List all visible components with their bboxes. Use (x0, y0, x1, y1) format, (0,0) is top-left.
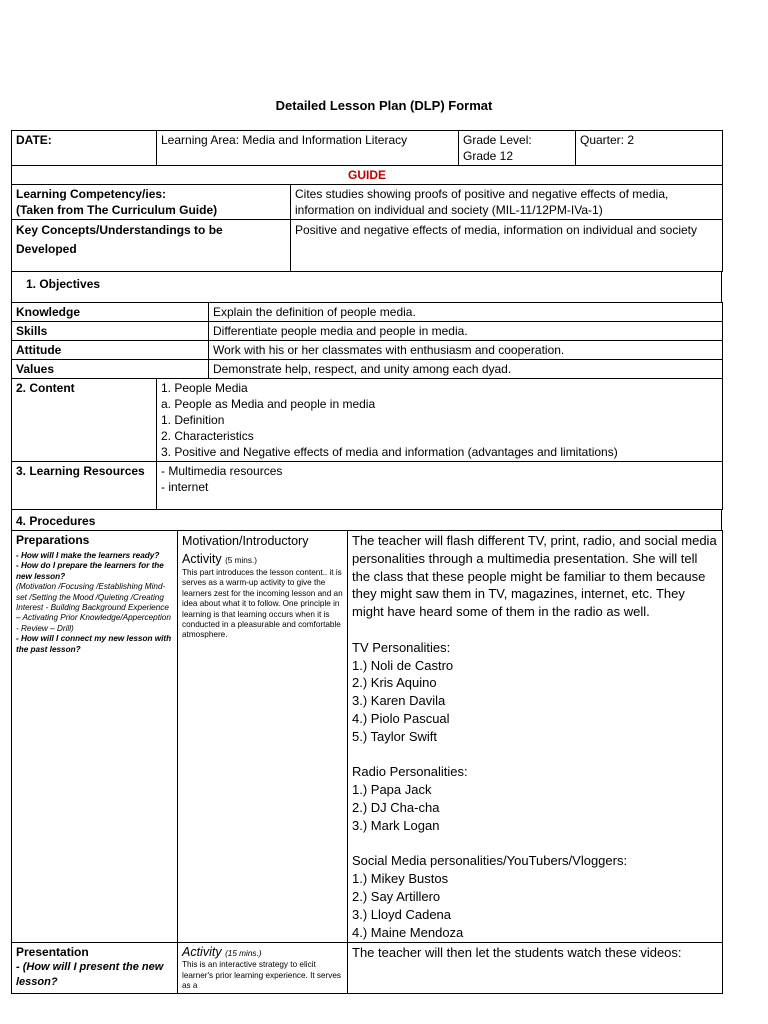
presentation-activity-desc: This is an interactive strategy to elicit learner's prior learning experience. It serves as a (182, 960, 342, 991)
key-concepts-label: Key Concepts/Understandings to be Developed (12, 220, 291, 272)
prep-question-ready: - How will I make the learners ready? (16, 551, 160, 560)
objective-value-knowledge: Explain the definition of people media. (209, 303, 723, 322)
radio-item: 3.) Mark Logan (352, 817, 440, 833)
grade-level-label: Grade Level: (463, 133, 532, 147)
resources-list (157, 462, 723, 510)
radio-heading: Radio Personalities: (352, 764, 468, 780)
prep-motivation-list: (Motivation /Focusing /Establishing Mind-set /Setting the Mood /Quieting /Creating Interest - Building Background Experience – Activating Prior Knowledge/Apperception - Review – Drill) (16, 582, 171, 633)
radio-item: 2.) DJ Cha-cha (352, 799, 440, 815)
content-label: 2. Content (12, 379, 157, 462)
objective-value-attitude: Work with his or her classmates with enthusiasm and cooperation. (209, 341, 723, 360)
procedures-heading: 4. Procedures (12, 510, 722, 531)
motivation-title-text: Motivation/Introductory Activity (182, 534, 309, 566)
presentation-activity-cell (178, 943, 348, 993)
competency-label (12, 185, 291, 220)
content-line: 1. People Media (161, 381, 248, 395)
presentation-content: The teacher will then let the students watch these videos: (348, 943, 723, 993)
tv-item: 1.) Noli de Castro (352, 657, 454, 673)
objective-label-attitude: Attitude (12, 341, 209, 360)
presentation-activity-time: (15 mins.) (225, 949, 262, 959)
grade-level-value: Grade 12 (463, 149, 514, 163)
date-label: DATE: (12, 131, 157, 166)
social-item: 4.) Maine Mendoza (352, 924, 464, 940)
resources-label: 3. Learning Resources (12, 462, 157, 510)
page-title: Detailed Lesson Plan (DLP) Format (275, 98, 493, 113)
tv-item: 3.) Karen Davila (352, 693, 446, 709)
lesson-plan (11, 130, 722, 994)
content-line: 3. Positive and Negative effects of media and information (advantages and limitations) (161, 445, 618, 459)
presentation-question: - (How will I present the new lesson? (16, 961, 164, 989)
motivation-content (348, 531, 723, 943)
competency-value: Cites studies showing proofs of positive and negative effects of media, information on individual and society (MIL-11/12PM-IVa-1) (291, 185, 723, 220)
grade-level (459, 131, 576, 166)
content-line: 1. Definition (161, 413, 225, 427)
content-line: a. People as Media and people in media (161, 397, 376, 411)
content-list (157, 379, 723, 462)
objectives-heading-table (11, 271, 722, 303)
prep-question-prepare: - How do I prepare the learners for the new lesson? (16, 561, 164, 581)
objectives-table (11, 302, 723, 379)
motivation-cell (178, 531, 348, 943)
objective-label-knowledge: Knowledge (12, 303, 209, 322)
header-table (11, 130, 723, 185)
tv-item: 4.) Piolo Pascual (352, 710, 450, 726)
objective-value-skills: Differentiate people media and people in media. (209, 322, 723, 341)
guide-label: GUIDE (12, 166, 723, 185)
tv-heading: TV Personalities: (352, 639, 451, 655)
social-item: 2.) Say Artillero (352, 888, 441, 904)
motivation-desc: This part introduces the lesson content.. it is serves as a warm-up activity to give the learners zest for the incoming lesson and an idea about what it to follow. One principle in learning is that learning occurs when it is conducted in a pleasurable and comfortable atmosphere. (182, 568, 343, 640)
motivation-title (182, 532, 343, 568)
preparations-cell (12, 531, 178, 943)
key-concepts-value: Positive and negative effects of media, information on individual and society (291, 220, 723, 272)
objectives-heading: 1. Objectives (12, 272, 722, 303)
social-item: 1.) Mikey Bustos (352, 871, 449, 887)
competency-label-line1: Learning Competency/ies: (16, 187, 167, 201)
competency-table (11, 184, 723, 272)
presentation-label: Presentation (16, 945, 89, 960)
radio-item: 1.) Papa Jack (352, 782, 432, 798)
content-line: 2. Characteristics (161, 429, 254, 443)
resource-line: - internet (161, 480, 209, 494)
prep-question-connect: - How will I connect my new lesson with the past lesson? (16, 634, 172, 654)
motivation-intro: The teacher will flash different TV, print, radio, and social media personalities through a multimedia presentation. She will tell the class that these people might be familiar to them because they might saw them in TV, magazines, internet, etc. They might have heard some of them in the radio as well. (352, 533, 717, 620)
preparations-label: Preparations (16, 533, 90, 547)
content-table (11, 378, 723, 510)
procedures-heading-table (11, 509, 722, 531)
social-item: 3.) Lloyd Cadena (352, 906, 452, 922)
procedures-table (11, 530, 723, 994)
presentation-activity-title-text: Activity (182, 945, 222, 960)
presentation-cell (12, 943, 178, 993)
motivation-time: (5 mins.) (225, 556, 257, 565)
tv-item: 2.) Kris Aquino (352, 675, 437, 691)
competency-label-line2: (Taken from The Curriculum Guide) (16, 203, 218, 217)
objective-label-values: Values (12, 360, 209, 379)
presentation-activity-title (182, 944, 343, 960)
tv-item: 5.) Taylor Swift (352, 728, 438, 744)
objective-value-values: Demonstrate help, respect, and unity among each dyad. (209, 360, 723, 379)
social-heading: Social Media personalities/YouTubers/Vloggers: (352, 853, 628, 869)
quarter: Quarter: 2 (576, 131, 723, 166)
learning-area: Learning Area: Media and Information Literacy (157, 131, 459, 166)
objective-label-skills: Skills (12, 322, 209, 341)
resource-line: - Multimedia resources (161, 464, 283, 478)
